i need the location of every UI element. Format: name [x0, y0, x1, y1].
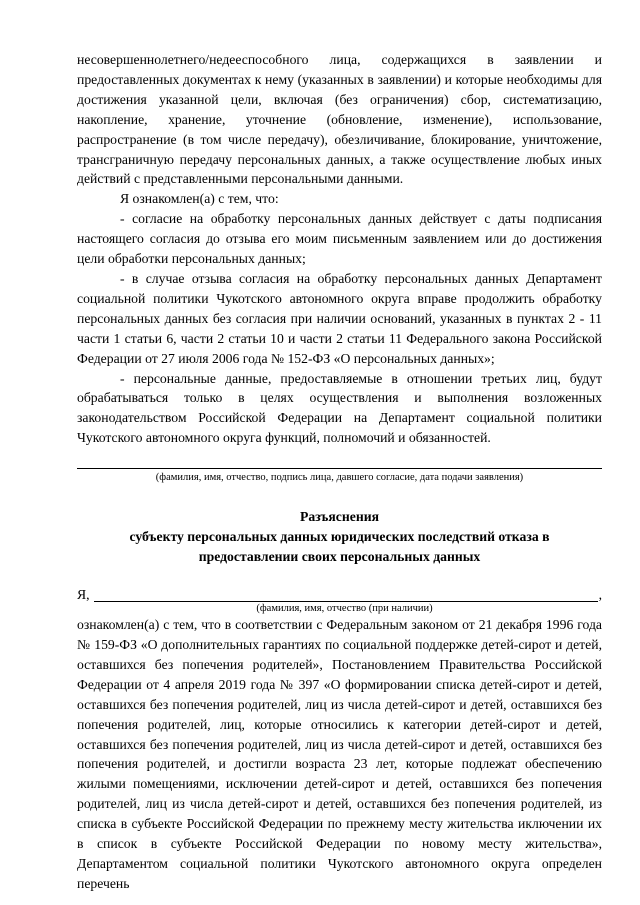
consent-bullet-validity: - согласие на обработку персональных данных действует с даты подписания настоящего согласия до отзыва его моим письменным заявлением или до достижения цели обработки персональных данных;: [77, 211, 602, 267]
acknowledged-label: Я ознакомлен(а) с тем, что:: [120, 191, 279, 207]
signature-block: [77, 452, 602, 485]
explanation-body-paragraph: ознакомлен(а) с тем, что в соответствии с Федеральным законом от 21 декабря 1996 года № 159-ФЗ «О дополнительных гарантиях по социальной поддержке детей-сирот и детей, оставшихся без попечения родителей», Постановлением Правительства Российской Федерации от 4 апреля 2019 года № 397 «О формировании списка детей-сирот и детей, оставшихся без попечения родителей, лиц из числа детей-сирот и детей, оставшихся без попечения родителей, лиц, которые относились к категории детей-сирот и детей, оставшихся без попечения родителей, лиц из числа детей-сирот и детей, оставшихся без попечения родителей, и достигли возраста 23 лет, которые подлежат обеспечению жилыми помещениями, исключении детей-сирот и детей, оставшихся без попечения родителей, лиц из числа детей-сирот и детей, оставшихся без попечения родителей, из списка в субъекте Российской Федерации по прежнему месту жительства иключении их в список в субъекте Российской Федерации по новому месту жительства», Департаментом социальной политики Чукотского автономного округа определен перечень: [77, 617, 602, 891]
document-page: [77, 50, 602, 894]
explanation-heading: [77, 507, 602, 567]
consent-bullet-third-parties: - персональные данные, предоставляемые в отношении третьих лиц, будут обрабатываться только в целях осуществления и выполнения возложенных законодательством Российской Федерации на Департамент социальной политики Чукотского автономного округа функций, полномочий и обязанностей.: [77, 370, 602, 446]
heading-line-1: Разъяснения: [299, 509, 380, 525]
ya-label: Я,: [77, 587, 90, 603]
signature-line[interactable]: [77, 452, 602, 469]
signature-caption: (фамилия, имя, отчество, подпись лица, давшего согласие, дата подачи заявления): [155, 472, 524, 484]
consent-intro-paragraph: несовершеннолетнего/недееспособного лица, содержащихся в заявлении и предоставленных документах к нему (указанных в заявлении) и которые необходимы для достижения указанной цели, включая (без ограничения) сбор, систематизацию, накопление, хранение, уточнение (обновление, изменение), использование, распространение (в том числе передачу), обезличивание, блокирование, уничтожение, трансграничную передачу персональных данных, а также осуществление любых иных действий с представленными персональными данными.: [77, 52, 602, 187]
name-caption: (фамилия, имя, отчество (при наличии): [256, 603, 433, 615]
heading-line-3: предоставлении своих персональных данных: [198, 549, 481, 565]
name-entry-row: [77, 585, 602, 605]
heading-line-2: субъекту персональных данных юридических последствий отказа в: [129, 529, 550, 545]
consent-bullet-withdrawal: - в случае отзыва согласия на обработку персональных данных Департамент социальной политики Чукотского автономного округа вправе продолжить обработку персональных данных без согласия при наличии оснований, указанных в пунктах 2 - 11 части 1 статьи 6, части 2 статьи 10 и части 2 статьи 11 Федерального закона Российской Федерации от 27 июля 2006 года № 152-ФЗ «О персональных данных»;: [77, 270, 602, 366]
ya-comma: ,: [598, 587, 602, 603]
name-entry-line[interactable]: [94, 585, 598, 602]
